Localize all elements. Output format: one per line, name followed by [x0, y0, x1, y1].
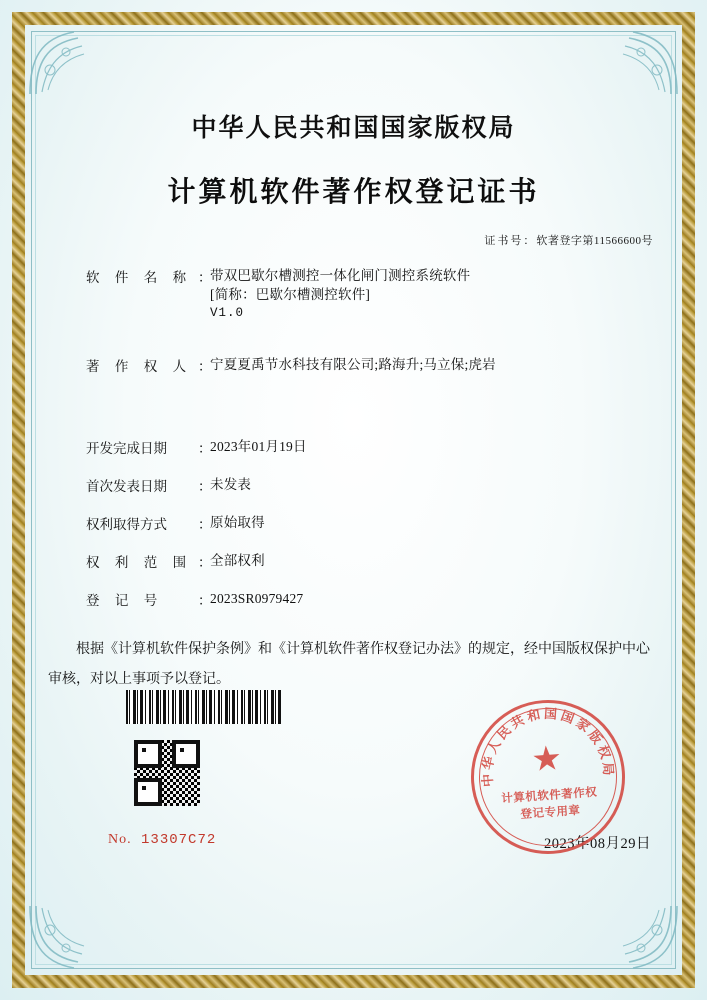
field-label: 著 作 权 人 — [86, 359, 193, 374]
star-icon: ★ — [530, 740, 564, 780]
certificate-number — [48, 232, 659, 248]
field-label: 登 记 号 — [86, 593, 164, 608]
field-value: 2023SR0979427 — [210, 591, 304, 606]
qr-eye — [134, 778, 162, 806]
issue-date: 2023年08月29日 — [544, 836, 651, 852]
field-copyright-owner — [86, 355, 659, 375]
field-colon: ： — [198, 359, 212, 374]
spacer — [86, 393, 659, 415]
barcode-area — [90, 690, 280, 806]
certificate-number-label: 证书号： — [484, 235, 537, 247]
serial-prefix: No. — [108, 832, 132, 847]
qr-eye — [134, 740, 162, 768]
field-label: 开发完成日期 — [86, 441, 167, 456]
field-colon: ： — [198, 441, 212, 456]
svg-text:中华人民共和国国家版权局: 中华人民共和国国家版权局 — [479, 705, 617, 788]
field-first-publish-date — [86, 475, 659, 495]
field-acquisition-method — [86, 513, 659, 533]
field-label: 首次发表日期 — [86, 479, 167, 494]
field-registration-number — [86, 589, 659, 609]
field-development-date — [86, 437, 659, 457]
field-value-line: [简称：巴歇尔槽测控软件] — [210, 287, 371, 302]
field-value-line: V1.0 — [210, 306, 245, 320]
field-label: 软 件 名 称 — [86, 270, 193, 285]
field-colon: ： — [198, 593, 212, 608]
issuer-title: 中华人民共和国国家版权局 — [191, 115, 516, 142]
field-colon: ： — [198, 517, 212, 532]
field-value: 全部权利 — [210, 553, 265, 568]
barcode-image — [126, 690, 281, 724]
seal-line-2: 登记专用章 — [520, 804, 581, 821]
certificate-number-value: 软著登字第11566600号 — [536, 235, 653, 247]
field-value: 2023年01月19日 — [210, 439, 307, 454]
statement-paragraph: 根据《计算机软件保护条例》和《计算机软件著作权登记办法》的规定，经中国版权保护中心审核，对以上事项予以登记。 — [48, 642, 650, 687]
certificate-title: 计算机软件著作权登记证书 — [167, 177, 540, 208]
field-value-line: 带双巴歇尔槽测控一体化闸门测控系统软件 — [210, 268, 471, 283]
field-colon: ： — [198, 555, 212, 570]
field-colon: ： — [198, 270, 212, 285]
spacer — [86, 415, 659, 437]
field-software-name — [86, 266, 659, 323]
field-label: 权 利 范 围 — [86, 555, 193, 570]
seal-line-1: 计算机软件著作权 — [501, 786, 598, 806]
field-label: 权利取得方式 — [86, 517, 167, 532]
official-seal — [466, 695, 630, 859]
field-colon: ： — [198, 479, 212, 494]
qr-eye — [172, 740, 200, 768]
serial-value: 13307C72 — [141, 832, 217, 848]
spacer — [86, 333, 659, 355]
field-value: 未发表 — [210, 477, 252, 492]
serial-number — [108, 832, 216, 848]
qrcode-image — [134, 740, 200, 806]
field-value: 宁夏夏禹节水科技有限公司;路海升;马立保;虎岩 — [210, 357, 496, 372]
fields-list — [48, 266, 659, 609]
field-value: 原始取得 — [210, 515, 265, 530]
field-value — [210, 266, 659, 323]
field-rights-scope — [86, 551, 659, 571]
